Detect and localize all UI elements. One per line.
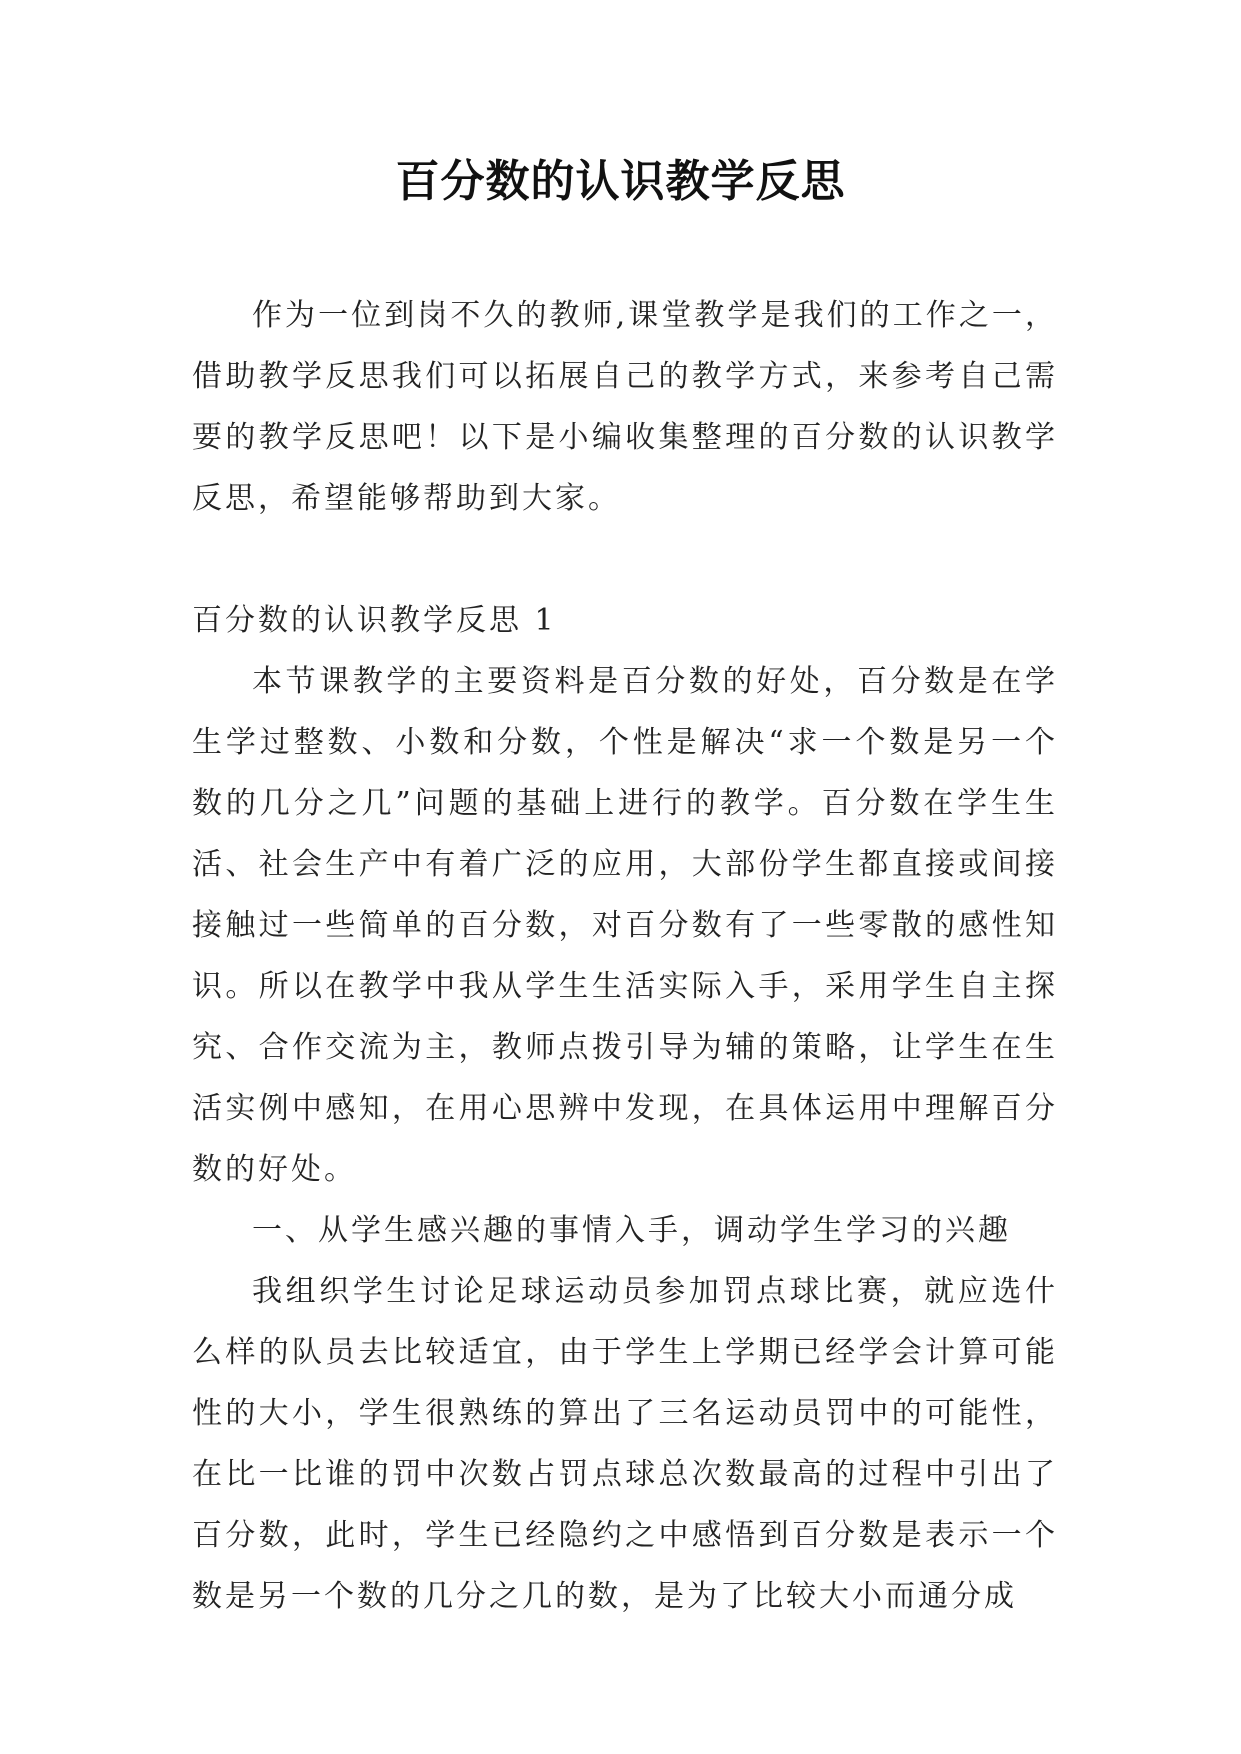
document-title: 百分数的认识教学反思 [395,156,846,207]
intro-paragraph: 作为一位到岗不久的教师,课堂教学是我们的工作之一，借助教学反思我们可以拓展自己的教学方式，来参考自己需要的教学反思吧！以下是小编收集整理的百分数的认识教学反思，希望能够帮助到大家。 [192,298,1058,516]
subheading-paragraph: 一、从学生感兴趣的事情入手，调动学生学习的兴趣 [252,1213,1011,1248]
body-paragraph-1: 本节课教学的主要资料是百分数的好处，百分数是在学生学过整数、小数和分数，个性是解决“求一个数是另一个数的几分之几”问题的基础上进行的教学。百分数在学生生活、社会生产中有着广泛的应用，大部份学生都直接或间接接触过一些简单的百分数，对百分数有了一些零散的感性知识。所以在教学中我从学生生活实际入手，采用学生自主探究、合作交流为主，教师点拨引导为辅的策略，让学生在生活实例中感知，在用心思辨中发现，在具体运用中理解百分数的好处。 [192,664,1058,1187]
section-heading: 百分数的认识教学反思 1 [192,603,557,638]
body-paragraph-2: 我组织学生讨论足球运动员参加罚点球比赛，就应选什么样的队员去比较适宜，由于学生上学期已经学会计算可能性的大小，学生很熟练的算出了三名运动员罚中的可能性，在比一比谁的罚中次数占罚点球总次数最高的过程中引出了百分数，此时，学生已经隐约之中感悟到百分数是表示一个数是另一个数的几分之几的数，是为了比较大小而通分成 [192,1274,1058,1614]
document-body [192,285,1058,1627]
paragraph-gap [192,529,1058,590]
